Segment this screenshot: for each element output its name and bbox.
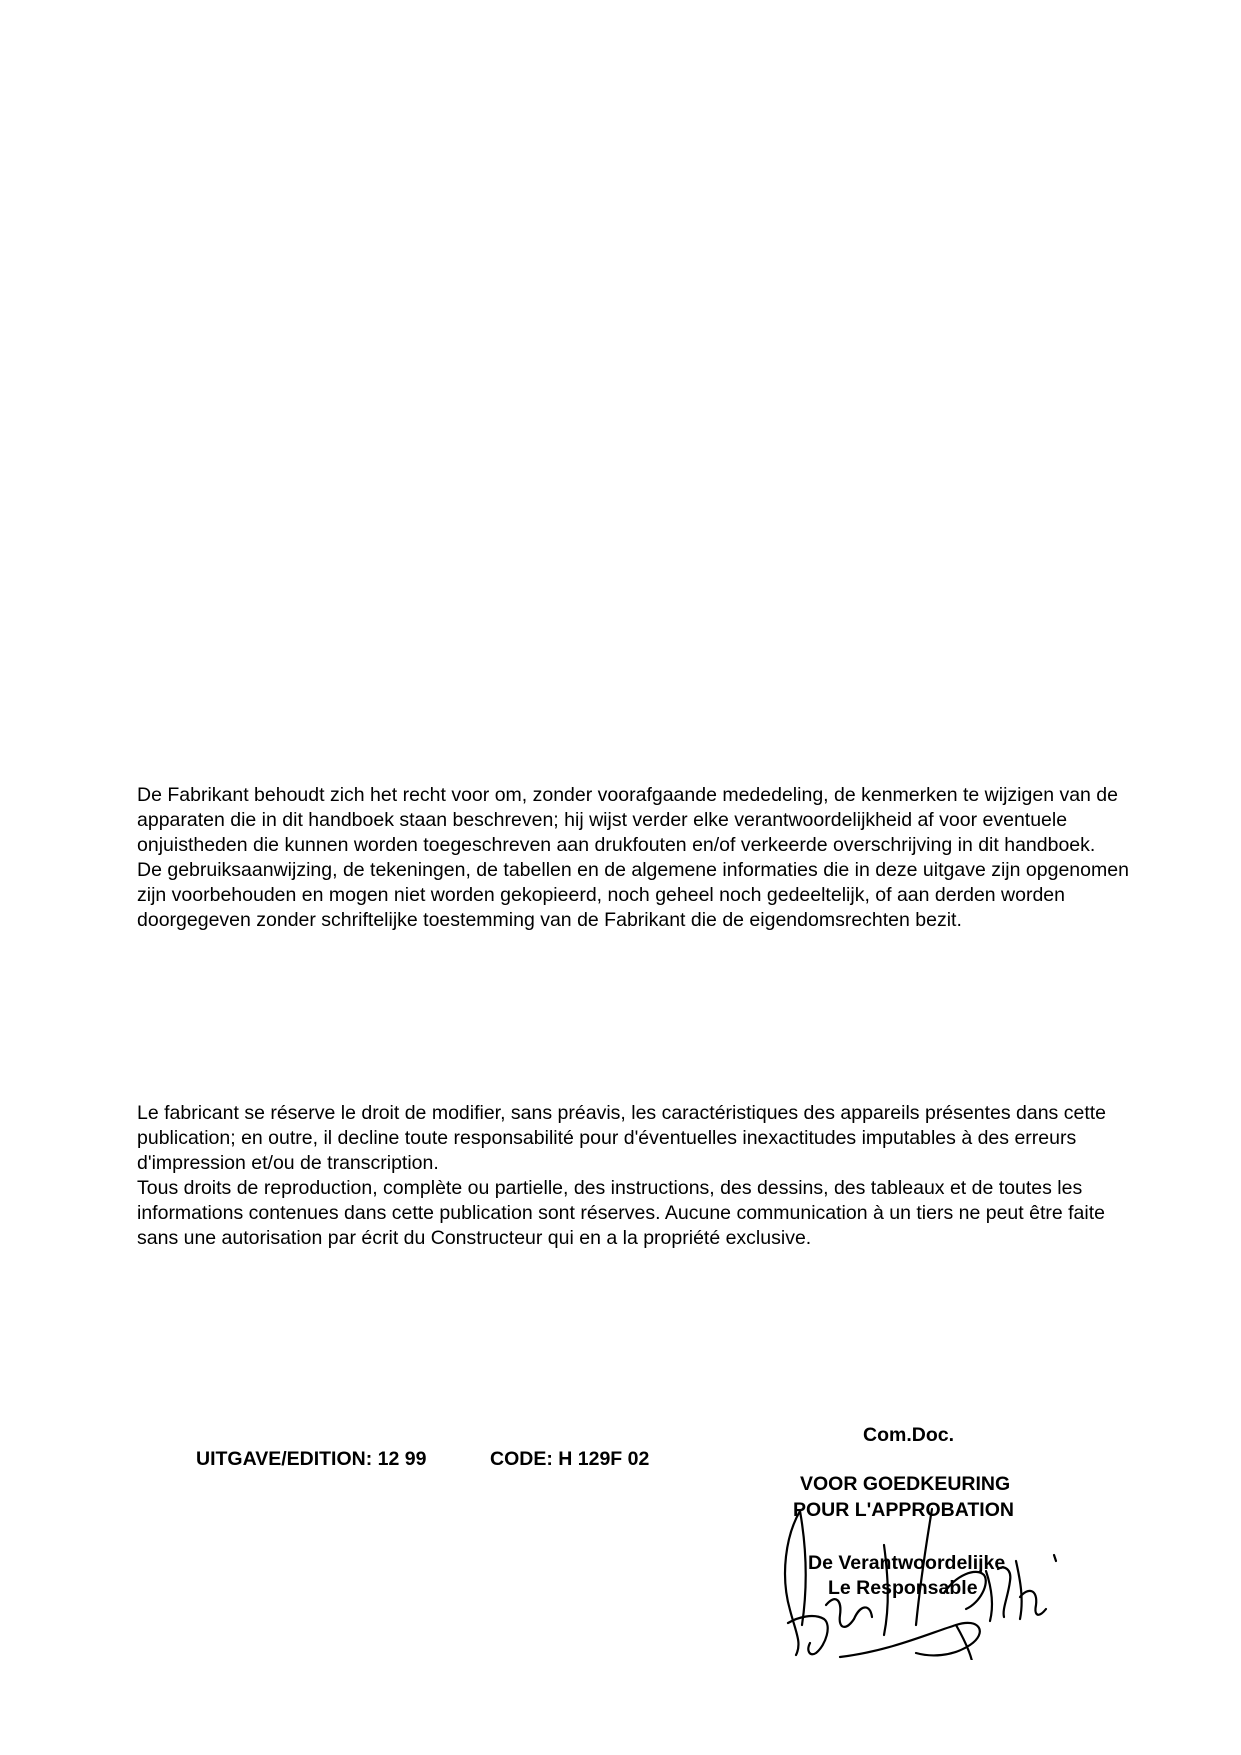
french-paragraph-2: Tous droits de reproduction, complète ou partielle, des instructions, des dessins, des tableaux et de toutes les informations contenues dans cette publication sont réserves. Aucune communication à un tiers ne peut être faite sans une autorisation par écrit du Constructeur qui en a la propriété exclusive. <box>137 1177 1105 1249</box>
edition-label: UITGAVE/EDITION: 12 99 <box>196 1448 427 1470</box>
french-paragraph-1: Le fabricant se réserve le droit de modifier, sans préavis, les caractéristiques des appareils présentes dans cette publication; en outre, il decline toute responsabilité pour d'éventuelles inexactitudes imputables à des erreurs d'impression et/ou de transcription. <box>137 1102 1107 1174</box>
department-label: Com.Doc. <box>863 1424 955 1446</box>
approval-line-fr: POUR L'APPROBATION <box>793 1499 1014 1521</box>
handwritten-signature <box>780 1505 1060 1660</box>
responsible-label-fr: Le Responsable <box>828 1577 978 1599</box>
code-label: CODE: H 129F 02 <box>490 1448 650 1470</box>
responsible-label-nl: De Verantwoordelijke <box>808 1552 1006 1574</box>
approval-line-nl: VOOR GOEDKEURING <box>800 1473 1011 1495</box>
french-disclaimer <box>137 1101 1137 1251</box>
dutch-paragraph-2: De gebruiksaanwijzing, de tekeningen, de tabellen en de algemene informaties die in deze uitgave zijn opgenomen zijn voorbehouden en mogen niet worden gekopieerd, noch geheel noch gedeeltelijk, of aan derden worden doorgegeven zonder schriftelijke toestemming van de Fabrikant die de eigendomsrechten bezit. <box>137 859 1129 931</box>
dutch-paragraph-1: De Fabrikant behoudt zich het recht voor om, zonder voorafgaande mededeling, de kenmerken te wijzigen van de apparaten die in dit handboek staan beschreven; hij wijst verder elke verantwoordelijkheid af voor eventuele onjuistheden die kunnen worden toegeschreven aan drukfouten en/of verkeerde overschrijving in dit handboek. <box>137 784 1118 856</box>
dutch-disclaimer <box>137 783 1137 933</box>
